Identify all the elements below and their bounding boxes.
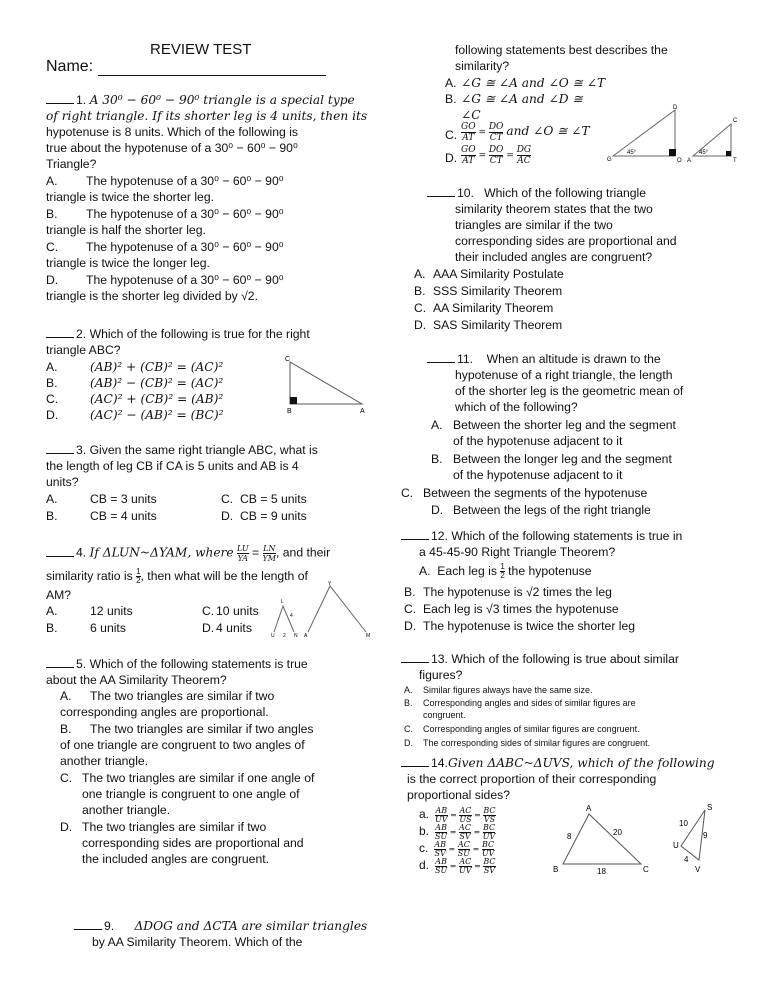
option-text: 12 units [90,604,133,618]
question-13-line-2: figures? [419,668,463,682]
question-11-line-3: of the shorter leg is the geometric mean of [455,384,684,398]
option-text: AA Similarity Theorem [433,301,554,315]
option-letter: C. [202,604,215,618]
option-text: The hypotenuse of a 30⁰ − 60⁰ − 90⁰ [86,174,284,188]
option-letter: D. [414,318,427,332]
option-letter: C. [46,240,59,254]
question-11-line-4: which of the following? [455,400,578,414]
fraction: $\frac{AC}{SU}$ [457,840,471,858]
option-text: Between the segments of the hypotenuse [423,486,648,500]
option-letter: A. [419,564,431,578]
question-2-line-2: triangle ABC? [46,343,121,357]
side-label: 10 [679,819,688,828]
fraction: $\frac{LU}{YA}$ [237,544,249,563]
option-text: triangle is twice the longer leg. [46,256,210,270]
option-formula: $\frac{GO}{AT}$ = $\frac{DO}{CT}$ = $\frac{DG}{AC}$ [461,145,532,166]
vertex-label: L [281,599,284,605]
option-letter: D. [46,408,59,422]
side-label: 9 [703,831,708,840]
question-10-line-4: corresponding sides are proportional and [455,234,677,248]
option-letter: B. [431,452,443,466]
answer-blank[interactable] [74,918,102,930]
vertex-label: B [287,408,292,414]
option-letter: D. [60,820,73,834]
triangles-dog-cta-figure [607,102,755,164]
option-letter: A. [46,360,58,374]
vertex-label: D [673,105,678,111]
question-3-line-1: 3. Given the same right triangle ABC, what is [46,442,318,458]
question-11-line-1: 11. When an altitude is drawn to the [427,351,661,367]
option-text: 4 units [216,621,252,635]
question-14-line-2: is the correct proportion of their corresponding [407,772,657,786]
option-letter: B. [46,207,58,221]
option-text: AAA Similarity Postulate [433,267,564,281]
option-text: (AC)² + (CB)² = (AB)² [90,392,224,406]
vertex-label: C [643,865,649,874]
option-text: The hypotenuse of a 30⁰ − 60⁰ − 90⁰ [86,273,284,287]
vertex-label: U [271,633,275,638]
option-text: Between the longer leg and the segment [453,452,672,466]
option-letter: B. [404,698,413,708]
option-letter: A. [46,492,58,506]
vertex-label: B [553,865,559,874]
option-text: Each leg is √3 times the hypotenuse [423,602,619,616]
option-text: one triangle is congruent to one angle of [82,787,300,801]
option-text: (AB)² + (CB)² = (AC)² [90,360,224,374]
option-text: Similar figures always have the same size. [423,685,593,695]
name-label: Name: [46,58,94,75]
vertex-label: Y [328,581,332,587]
option-text: (AC)² − (AB)² = (BC)² [90,408,224,422]
option-letter: D. [221,509,234,523]
option-letter: D. [202,621,215,635]
answer-blank[interactable] [401,755,429,767]
question-9-line-3: following statements best describes the [455,43,668,57]
answer-blank[interactable] [46,92,74,104]
fraction: $\frac{BC}{VS}$ [483,806,496,824]
triangles-abc-uvs-figure [553,802,731,878]
fraction: $\frac{AC}{UV}$ [459,857,472,875]
question-2-line-1: 2. Which of the following is true for the right [46,326,310,342]
vertex-label: O [677,158,682,164]
option-letter: D. [404,738,413,748]
option-letter: C. [404,602,417,616]
option-letter: A. [60,689,72,703]
question-14-line-1: 14.Given ΔABC~ΔUVS, which of the following [401,755,715,771]
option-letter: B. [46,621,58,635]
option-formula: c. $\frac{AB}{SV}$ = $\frac{AC}{SU}$ = $\frac{BC}{UV}$ [419,840,495,858]
option-formula: d. $\frac{AB}{SU}$ = $\frac{AC}{UV}$ = $\frac{BC}{SV}$ [419,857,496,875]
question-5-line-2: about the AA Similarity Theorem? [46,673,227,687]
option-text: ∠C [461,108,481,122]
option-letter: A. [414,267,426,281]
option-text: 10 units [216,604,259,618]
question-14-line-3: proportional sides? [407,788,510,802]
option-text: the included angles are congruent. [82,852,270,866]
vertex-label: A [360,408,365,414]
question-12-line-2: a 45-45-90 Right Triangle Theorem? [419,545,616,559]
vertex-label: V [695,865,701,874]
question-4-line-1: 4. If ΔLUN~ΔYAM, where $\frac{LU}{YA}$ = $\frac{LN}{YM}$ , and their [46,544,330,563]
option-letter: B. [445,92,457,106]
option-text: corresponding angles are proportional. [60,705,269,719]
answer-blank[interactable] [401,651,429,663]
vertex-label: C [285,356,291,363]
option-text: The two triangles are similar if two angles [90,722,314,736]
question-4-line-2: similarity ratio is $\frac{1}{2}$ , then what will be the length of [46,567,308,586]
option-letter: B. [404,585,416,599]
question-1-line-1: 1. A 30⁰ − 60⁰ − 90⁰ triangle is a special type [46,92,355,108]
option-text: The hypotenuse of a 30⁰ − 60⁰ − 90⁰ [86,207,284,221]
option-12a: A. Each leg is $\frac{1}{2}$ the hypotenuse [419,562,592,581]
side-label: 4 [684,855,689,864]
fraction: $\frac{AB}{SU}$ [435,823,448,841]
question-9-line-4: similarity? [455,59,510,73]
fraction: $\frac{AC}{US}$ [459,806,472,824]
option-letter: A. [431,418,443,432]
question-12-line-1: 12. Which of the following statements is true in [401,528,682,544]
side-label: 8 [567,832,572,841]
option-formula: a. $\frac{AB}{UV}$ = $\frac{AC}{US}$ = $\frac{BC}{VS}$ [419,806,496,824]
option-letter: d. [419,857,430,872]
page-title: REVIEW TEST [150,41,252,58]
question-5-line-1: 5. Which of the following statements is true [46,656,308,672]
option-letter: a. [419,806,430,821]
question-1-line-4: true about the hypotenuse of a 30⁰ − 60⁰ − 90⁰ [46,141,298,155]
fraction: $\frac{AC}{SV}$ [459,823,471,841]
answer-blank[interactable] [427,351,455,363]
option-text: Corresponding angles and sides of similar figures are [423,698,636,708]
side-label: 4 [290,613,293,619]
vertex-label: A [586,804,592,813]
option-text: Corresponding angles of similar figures are congruent. [423,724,640,734]
fraction: $\frac{1}{2}$ [500,562,505,581]
question-10-line-3: triangles are similar if the two [455,218,613,232]
fraction: $\frac{AB}{UV}$ [435,806,448,824]
option-text: CB = 5 units [240,492,307,506]
option-formula: b. $\frac{AB}{SU}$ = $\frac{AC}{SV}$ = $\frac{BC}{UV}$ [419,823,496,841]
answer-blank[interactable] [46,545,74,557]
question-11-line-2: hypotenuse of a right triangle, the length [455,368,673,382]
fraction: $\frac{BC}{UV}$ [481,840,495,858]
option-text: ∠G ≅ ∠A and ∠D ≅ [461,92,583,106]
option-text: The two triangles are similar if two [82,820,267,834]
question-4-line-3: AM? [46,588,72,602]
option-letter: A. [46,174,58,188]
answer-blank[interactable] [46,656,74,668]
name-field[interactable] [98,75,326,76]
fraction: $\frac{BC}{SV}$ [483,857,496,875]
vertex-label: G [607,157,612,163]
side-label: 20 [613,828,622,837]
option-text: triangle is half the shorter leg. [46,223,206,237]
option-letter: D. [46,273,59,287]
vertex-label: C [733,118,738,124]
option-text: CB = 3 units [90,492,157,506]
vertex-label: T [733,158,737,164]
question-13-line-1: 13. Which of the following is true about similar [401,651,679,667]
option-text: CB = 4 units [90,509,157,523]
option-text: The hypotenuse is twice the shorter leg [423,619,636,633]
option-formula: $\frac{GO}{AT}$ = $\frac{DO}{CT}$ and ∠O ≅ ∠T [461,122,590,143]
question-9-line-2: by AA Similarity Theorem. Which of the [92,935,303,949]
option-letter: D. [404,619,417,633]
option-letter: C. [404,724,413,734]
question-10-line-2: similarity theorem states that the two [455,202,653,216]
option-text: CB = 9 units [240,509,307,523]
option-text: triangle is the shorter leg divided by √2. [46,289,258,303]
option-letter: C. [445,128,458,142]
side-label: 2 [283,633,286,638]
vertex-label: M [366,633,371,638]
option-text: of the hypotenuse adjacent to it [453,434,623,448]
angle-label: 45° [699,150,709,156]
fraction: $\frac{AB}{SV}$ [434,840,446,858]
option-text: SSS Similarity Theorem [433,284,563,298]
option-letter: C. [221,492,234,506]
option-letter: b. [419,823,430,838]
option-text: The two triangles are similar if two [90,689,275,703]
triangles-lun-yam-figure [268,580,376,638]
vertex-label: A [304,633,308,638]
question-9-line-1: 9. ΔDOG and ΔCTA are similar triangles [74,918,367,934]
question-10-line-5: their included angles are congruent? [455,250,653,264]
option-letter: B. [46,376,58,390]
vertex-label: A [687,158,692,164]
side-label: 18 [597,867,606,876]
vertex-label: N [294,633,298,638]
option-letter: C. [60,771,73,785]
option-text: of the hypotenuse adjacent to it [453,468,623,482]
option-text: SAS Similarity Theorem [433,318,563,332]
option-text: Between the shorter leg and the segment [453,418,676,432]
option-letter: C. [46,392,59,406]
fraction: $\frac{LN}{YM}$ [262,544,276,563]
option-text: 6 units [90,621,126,635]
option-letter: C. [401,486,414,500]
option-letter: D. [431,503,444,517]
angle-label: 45° [627,150,637,156]
option-text: of one triangle are congruent to two angles of [60,738,305,752]
option-text: The hypotenuse of a 30⁰ − 60⁰ − 90⁰ [86,240,284,254]
option-text: The hypotenuse is √2 times the leg [423,585,612,599]
question-1-line-5: Triangle? [46,157,97,171]
fraction: $\frac{AB}{SU}$ [435,857,448,875]
option-text: The two triangles are similar if one angle of [82,771,315,785]
option-letter: B. [46,509,58,523]
option-letter: c. [419,840,429,855]
option-letter: D. [445,151,458,165]
question-3-line-2: the length of leg CB if CA is 5 units and AB is 4 [46,459,299,473]
option-letter: A. [404,685,413,695]
option-text: (AB)² − (CB)² = (AC)² [90,376,224,390]
option-text: congruent. [423,710,466,720]
triangle-abc-figure [282,352,368,414]
option-letter: A. [445,76,457,90]
answer-blank[interactable] [401,528,429,540]
answer-blank[interactable] [46,442,74,454]
fraction: $\frac{1}{2}$ [136,567,141,586]
question-1-line-3: hypotenuse is 8 units. Which of the following is [46,125,299,139]
option-letter: C. [414,301,427,315]
answer-blank[interactable] [46,326,74,338]
question-1-line-2: of right triangle. If its shorter leg is 4 units, then its [46,109,368,123]
option-text: The corresponding sides of similar figures are congruent. [423,738,651,748]
fraction: $\frac{BC}{UV}$ [482,823,496,841]
vertex-label: S [707,803,713,812]
question-3-line-3: units? [46,475,79,489]
option-letter: B. [414,284,426,298]
option-text: triangle is twice the shorter leg. [46,190,214,204]
option-text: Between the legs of the right triangle [453,503,651,517]
option-text: another triangle. [60,754,149,768]
option-letter: A. [46,604,58,618]
option-letter: B. [60,722,72,736]
option-text: another triangle. [82,803,171,817]
question-10-line-1: 10. Which of the following triangle [427,185,646,201]
option-text: ∠G ≅ ∠A and ∠O ≅ ∠T [461,76,606,90]
answer-blank[interactable] [427,185,455,197]
option-text: corresponding sides are proportional and [82,836,304,850]
vertex-label: U [673,841,679,850]
